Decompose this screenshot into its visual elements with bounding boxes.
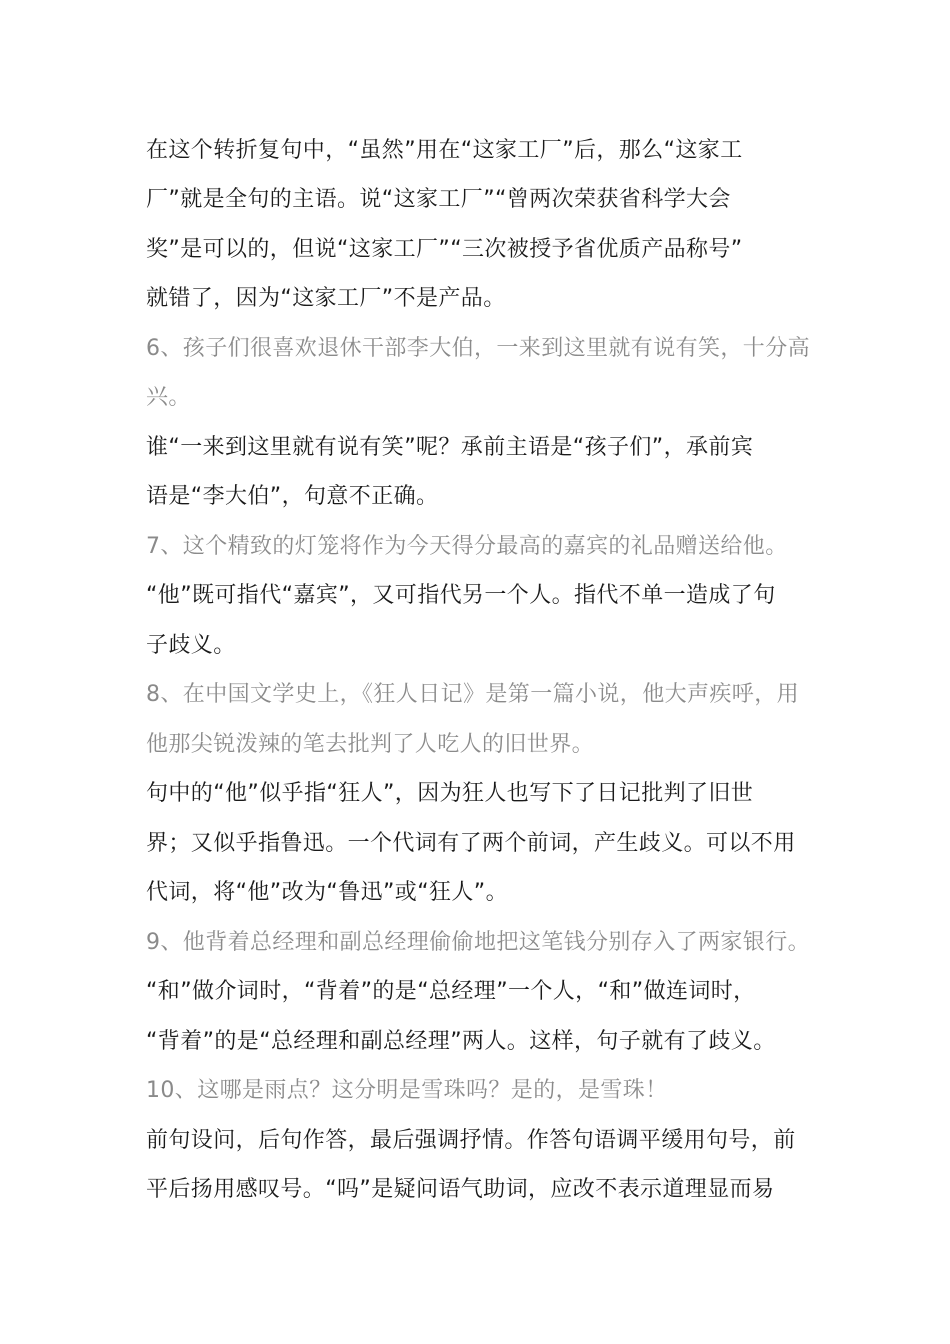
question-line: 6、孩子们很喜欢退休干部李大伯，一来到这里就有说有笑，十分高 bbox=[146, 336, 810, 361]
question-line: 兴。 bbox=[146, 385, 191, 410]
answer-line: 平后扬用感叹号。“吗”是疑问语气助词，应改不表示道理显而易 bbox=[146, 1177, 775, 1202]
question-line: 10、这哪是雨点？这分明是雪珠吗？是的，是雪珠！ bbox=[146, 1078, 668, 1103]
answer-line: “和”做介词时，“背着”的是“总经理”一个人，“和”做连词时， bbox=[146, 979, 756, 1004]
answer-line: 厂”就是全句的主语。说“这家工厂”“曾两次荣获省科学大会 bbox=[146, 187, 731, 212]
answer-line: 在这个转折复句中，“虽然”用在“这家工厂”后，那么“这家工 bbox=[146, 138, 743, 163]
answer-line: “他”既可指代“嘉宾”，又可指代另一个人。指代不单一造成了句 bbox=[146, 583, 776, 608]
question-line: 他那尖锐泼辣的笔去批判了人吃人的旧世界。 bbox=[146, 732, 595, 757]
answer-line: 子歧义。 bbox=[146, 633, 236, 658]
answer-line: 界；又似乎指鲁迅。一个代词有了两个前词，产生歧义。可以不用 bbox=[146, 831, 796, 856]
answer-line: 代词，将“他”改为“鲁迅”或“狂人”。 bbox=[146, 880, 508, 905]
answer-line: 就错了，因为“这家工厂”不是产品。 bbox=[146, 286, 506, 311]
answer-line: 前句设问，后句作答，最后强调抒情。作答句语调平缓用句号，前 bbox=[146, 1128, 796, 1153]
question-line: 9、他背着总经理和副总经理偷偷地把这笔钱分别存入了两家银行。 bbox=[146, 930, 810, 955]
answer-line: 谁“一来到这里就有说有笑”呢？承前主语是“孩子们”，承前宾 bbox=[146, 435, 754, 460]
question-line: 7、这个精致的灯笼将作为今天得分最高的嘉宾的礼品赠送给他。 bbox=[146, 534, 788, 559]
question-line: 8、在中国文学史上，《狂人日记》是第一篇小说，他大声疾呼，用 bbox=[146, 682, 799, 707]
answer-line: 语是“李大伯”，句意不正确。 bbox=[146, 484, 439, 509]
answer-line: “背着”的是“总经理和副总经理”两人。这样，句子就有了歧义。 bbox=[146, 1029, 776, 1054]
answer-line: 句中的“他”似乎指“狂人”，因为狂人也写下了日记批判了旧世 bbox=[146, 781, 754, 806]
answer-line: 奖”是可以的，但说“这家工厂”“三次被授予省优质产品称号” bbox=[146, 237, 743, 262]
